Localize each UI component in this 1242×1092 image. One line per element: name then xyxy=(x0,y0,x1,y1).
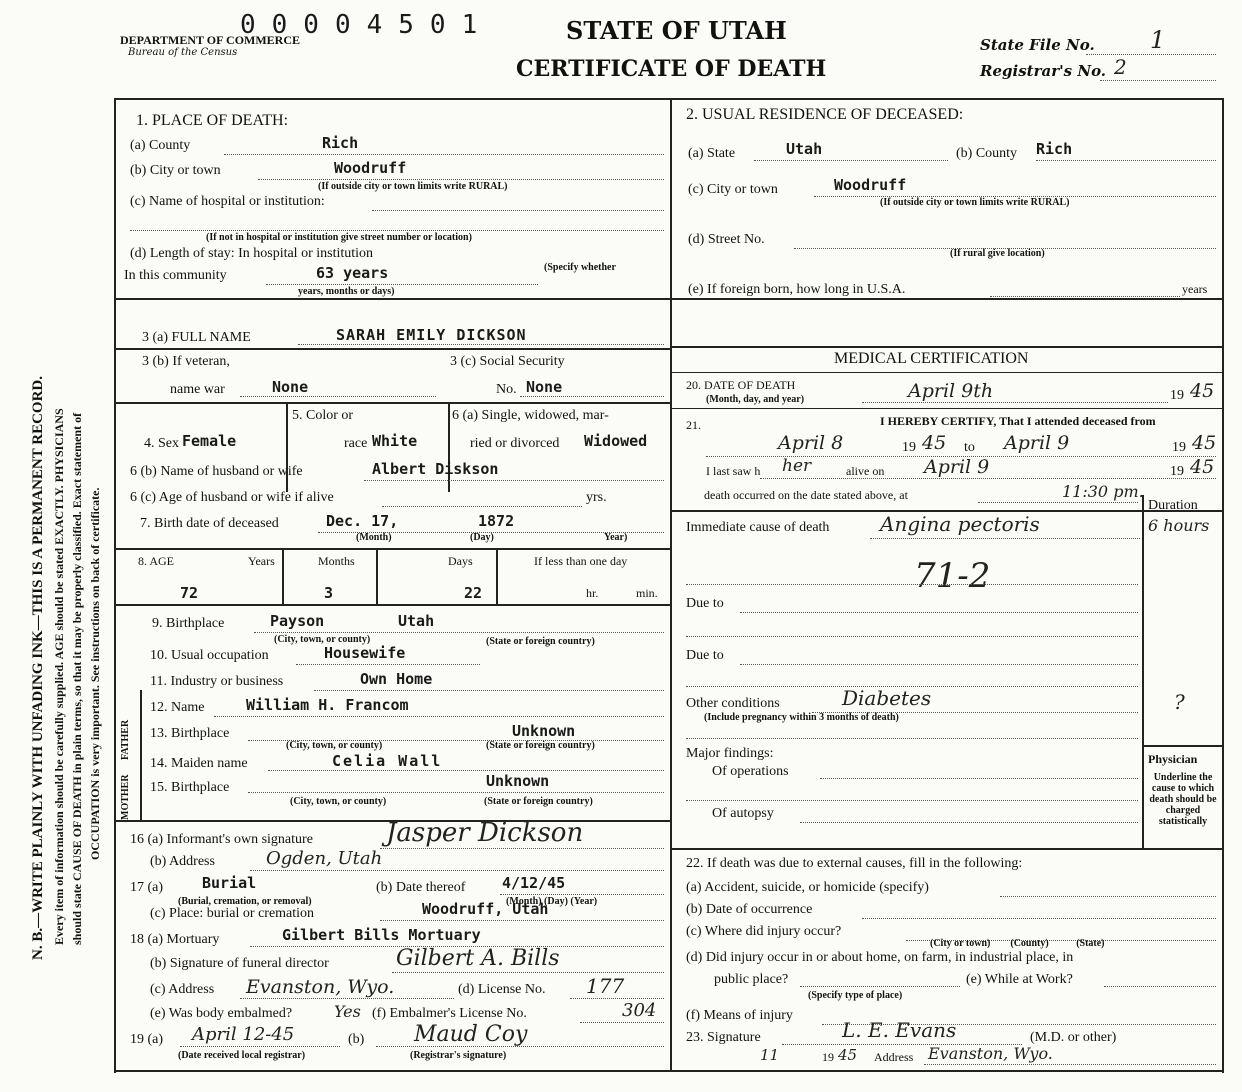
embalmed-label: (e) Was body embalmed? xyxy=(150,1006,293,1021)
informant-signature: Jasper Dickson xyxy=(386,818,584,848)
burial-place-value: Woodruff, Utah xyxy=(422,900,549,918)
dept-label: DEPARTMENT OF COMMERCE xyxy=(120,33,301,47)
center-rule xyxy=(670,98,672,1070)
certificate-title: CERTIFICATE OF DEATH xyxy=(516,56,827,82)
marital-label-2: ried or divorced xyxy=(470,436,560,451)
occurrence-label: (b) Date of occurrence xyxy=(686,902,813,917)
res-foreign-label: (e) If foreign born, how long in U.S.A. xyxy=(688,282,906,297)
age-col-1 xyxy=(282,548,284,604)
license-value: 177 xyxy=(586,974,625,998)
embalmed-value: Yes xyxy=(334,1002,361,1021)
burial-note: (Burial, cremation, or removal) xyxy=(178,896,312,907)
city-value: Woodruff xyxy=(334,159,407,177)
ss-label: 3 (c) Social Security xyxy=(450,354,565,369)
attended-to-label: to xyxy=(964,440,975,455)
county-label: (a) County xyxy=(130,138,191,153)
dod-label: 20. DATE OF DEATH xyxy=(686,378,796,392)
res-street-label: (d) Street No. xyxy=(688,232,765,247)
burial-value: Burial xyxy=(202,874,257,892)
name-rule xyxy=(114,348,670,350)
left-rule xyxy=(114,98,116,1073)
mother-bp-state-note: (State or foreign country) xyxy=(484,796,593,807)
parents-bracket xyxy=(140,690,142,820)
spouse-age-label: 6 (c) Age of husband or wife if alive xyxy=(130,490,334,505)
community-label: In this community xyxy=(124,268,227,283)
age-days-value: 22 xyxy=(464,584,483,602)
dod-value: April 9th xyxy=(908,380,994,402)
birth-year: 1872 xyxy=(478,512,515,530)
age-col-3 xyxy=(496,548,498,604)
res-city-label: (c) City or town xyxy=(688,182,778,197)
mother-birthplace-value: Unknown xyxy=(486,772,550,790)
signature-address-label: Address xyxy=(874,1050,914,1064)
other-conditions-note: (Include pregnancy within 3 months of death) xyxy=(704,712,899,723)
medical-heading-rule xyxy=(670,372,1224,373)
age-years-header: Years xyxy=(248,554,275,568)
embalmer-license-value: 304 xyxy=(622,1000,657,1021)
bottom-rule xyxy=(114,1070,1224,1072)
last-saw-nineteen: 19 xyxy=(1170,464,1184,479)
birth-label: 7. Birth date of deceased xyxy=(140,516,279,531)
external-top-rule xyxy=(670,848,1224,850)
accident-label: (a) Accident, suicide, or homicide (specify) xyxy=(686,880,929,895)
mortuary-address: Evanston, Wyo. xyxy=(246,976,395,998)
bureau-label: Bureau of the Census xyxy=(128,47,238,58)
res-rural-note: (If rural give location) xyxy=(950,248,1045,259)
last-saw-label: I last saw h xyxy=(706,464,761,478)
informant-address-label: (b) Address xyxy=(150,854,215,869)
immediate-cause-label: Immediate cause of death xyxy=(686,520,830,535)
md-label: (M.D. or other) xyxy=(1030,1030,1117,1045)
operations-label: Of operations xyxy=(712,764,789,779)
mother-birthplace-label: 15. Birthplace xyxy=(150,780,230,795)
last-saw-value: April 9 xyxy=(924,456,990,478)
attended-from-nineteen: 19 xyxy=(902,440,916,455)
autopsy-label: Of autopsy xyxy=(712,806,774,821)
res-county-label: (b) County xyxy=(956,146,1018,161)
physician-header: Physician xyxy=(1148,752,1198,766)
attended-to-nineteen: 19 xyxy=(1172,440,1186,455)
res-city-value: Woodruff xyxy=(834,176,907,194)
full-name-value: SARAH EMILY DICKSON xyxy=(336,326,527,344)
full-name-label: 3 (a) FULL NAME xyxy=(142,330,251,345)
birth-month-day: Dec. 17, xyxy=(326,512,399,530)
mother-bp-city-note: (City, town, or county) xyxy=(290,796,387,807)
mother-side-label: MOTHER xyxy=(120,774,131,820)
age-min-label: min. xyxy=(636,586,658,600)
while-at-work-label: (e) While at Work? xyxy=(966,972,1073,987)
mortuary-address-label: (c) Address xyxy=(150,982,215,997)
father-side-label: FATHER xyxy=(120,719,131,760)
age-years-value: 72 xyxy=(180,584,199,602)
last-saw-pronoun: her xyxy=(782,456,812,476)
father-name-label: 12. Name xyxy=(150,700,205,715)
other-conditions-value: Diabetes xyxy=(842,686,932,710)
last-saw-year: 45 xyxy=(1190,456,1215,478)
ymd-note: years, months or days) xyxy=(298,286,395,297)
registrar-sig-note: (Registrar's signature) xyxy=(410,1050,507,1061)
birthplace-state-note: (State or foreign country) xyxy=(486,636,595,647)
res-county-value: Rich xyxy=(1036,140,1073,158)
dod-note: (Month, day, and year) xyxy=(706,394,805,405)
due-to-2-label: Due to xyxy=(686,648,724,663)
father-birthplace-value: Unknown xyxy=(512,722,576,740)
mortuary-value: Gilbert Bills Mortuary xyxy=(282,926,481,944)
occupation-label: 10. Usual occupation xyxy=(150,648,269,663)
city-note: (If outside city or town limits write RURAL) xyxy=(318,181,508,192)
other-duration: ? xyxy=(1174,690,1185,714)
signature-address: Evanston, Wyo. xyxy=(928,1044,1053,1063)
duration-header: Duration xyxy=(1148,498,1198,513)
immediate-cause-value: Angina pectoris xyxy=(880,512,1040,536)
physician-signature-label: 23. Signature xyxy=(686,1030,761,1045)
age-less-header: If less than one day xyxy=(534,554,628,568)
burial-date-value: 4/12/45 xyxy=(502,874,566,892)
immediate-duration: 6 hours xyxy=(1148,516,1210,535)
attended-from-year: 45 xyxy=(922,432,947,454)
signature-date: 11 xyxy=(760,1046,780,1064)
residence-heading: 2. USUAL RESIDENCE OF DECEASED: xyxy=(686,106,964,123)
place-type-note: (Specify type of place) xyxy=(808,990,903,1001)
age-months-header: Months xyxy=(318,554,355,568)
state-title: STATE OF UTAH xyxy=(566,16,787,45)
director-signature: Gilbert A. Bills xyxy=(396,946,560,971)
state-file-label: State File No. xyxy=(980,36,1095,54)
physician-note: Underline the cause to which death should be charged statistically xyxy=(1149,772,1217,827)
certify-text: I HEREBY CERTIFY, That I attended deceased from xyxy=(880,414,1156,428)
color-label: 5. Color or xyxy=(292,408,354,423)
embalmer-license-label: (f) Embalmer's License No. xyxy=(372,1006,527,1021)
certificate-number: 00004501 xyxy=(240,10,494,40)
death-time-value: 11:30 pm. xyxy=(1062,482,1144,501)
birthplace-city-note: (City, town, or county) xyxy=(274,634,371,645)
res-city-note: (If outside city or town limits write RURAL) xyxy=(880,197,1070,208)
side-note-1: N. B.—WRITE PLAINLY WITH UNFADING INK—THIS IS A PERMANENT RECORD. xyxy=(30,376,46,960)
public-place-label: public place? xyxy=(714,972,789,987)
signature-year: 45 xyxy=(838,1046,858,1064)
where-injury-label: (c) Where did injury occur? xyxy=(686,924,842,939)
right-rule xyxy=(1222,98,1224,1073)
war-value: None xyxy=(272,378,309,396)
received-note: (Date received local registrar) xyxy=(178,1050,306,1061)
age-bottom-rule xyxy=(114,604,670,606)
registrar-no-value: 2 xyxy=(1114,55,1127,79)
birthplace-city: Payson xyxy=(270,612,325,630)
birthplace-label: 9. Birthplace xyxy=(152,616,225,631)
means-label: (f) Means of injury xyxy=(686,1008,793,1023)
specify-note: (Specify whether xyxy=(544,262,616,273)
hospital-label: (c) Name of hospital or institution: xyxy=(130,194,325,209)
year-note: Year) xyxy=(604,532,628,543)
race-rule xyxy=(448,402,450,492)
informant-sig-label: 16 (a) Informant's own signature xyxy=(130,832,313,847)
mortuary-label: 18 (a) Mortuary xyxy=(130,932,220,947)
race-value: White xyxy=(372,432,418,450)
burial-date-label: (b) Date thereof xyxy=(376,880,466,895)
marital-label: 6 (a) Single, widowed, mar- xyxy=(452,408,609,423)
burial-date-note: (Month) (Day) (Year) xyxy=(506,896,598,907)
stay-label: (d) Length of stay: In hospital or institution xyxy=(130,246,374,261)
father-birthplace-label: 13. Birthplace xyxy=(150,726,230,741)
dod-year: 45 xyxy=(1190,380,1215,402)
occupation-value: Housewife xyxy=(324,644,406,662)
sex-value: Female xyxy=(182,432,237,450)
ss-no-label: No. xyxy=(496,382,517,397)
age-hr-label: hr. xyxy=(586,586,599,600)
major-findings-label: Major findings: xyxy=(686,746,774,761)
father-bp-state-note: (State or foreign country) xyxy=(486,740,595,751)
home-injury-label: (d) Did injury occur in or about home, on farm, in industrial place, in xyxy=(686,950,1074,965)
top-rule xyxy=(114,98,1224,100)
spouse-value: Albert Diskson xyxy=(372,460,499,478)
burial-place-label: (c) Place: burial or cremation xyxy=(150,906,315,921)
age-months-value: 3 xyxy=(324,584,334,602)
age-col-2 xyxy=(376,548,378,604)
race-label: race xyxy=(344,436,368,451)
mother-maiden-value: Celia Wall xyxy=(332,752,443,770)
industry-label: 11. Industry or business xyxy=(150,674,284,689)
physician-rule xyxy=(1142,745,1222,747)
received-label: 19 (a) xyxy=(130,1032,164,1047)
mother-maiden-label: 14. Maiden name xyxy=(150,756,248,771)
city-label: (b) City or town xyxy=(130,163,221,178)
age-label: 8. AGE xyxy=(138,554,174,568)
burial-label: 17 (a) xyxy=(130,880,164,895)
yrs-label: yrs. xyxy=(586,490,607,505)
duration-rule xyxy=(1142,495,1144,848)
last-saw-mid: alive on xyxy=(846,464,885,478)
ss-value: None xyxy=(526,378,563,396)
res-state-value: Utah xyxy=(786,140,823,158)
war-label: name war xyxy=(170,382,225,397)
dod-rule xyxy=(670,408,1224,409)
registrar-signature: Maud Coy xyxy=(414,1022,528,1047)
cause-mark: 71-2 xyxy=(914,556,991,596)
registrar-no-label: Registrar's No. xyxy=(980,62,1107,80)
side-note-2: Every item of information should be carefully supplied. AGE should be stated EXACTLY. PHYSICIANS xyxy=(52,408,66,945)
due-to-1-label: Due to xyxy=(686,596,724,611)
month-note: (Month) xyxy=(356,532,392,543)
father-bp-city-note: (City, town, or county) xyxy=(286,740,383,751)
state-file-value: 1 xyxy=(1150,26,1166,54)
spouse-label: 6 (b) Name of husband or wife xyxy=(130,464,303,479)
attended-from: April 8 xyxy=(778,432,844,454)
medical-top-rule xyxy=(670,346,1224,348)
medical-heading: MEDICAL CERTIFICATION xyxy=(834,350,1029,367)
where-injury-note: (City or town) (County) (State) xyxy=(930,938,1105,949)
birthplace-state: Utah xyxy=(398,612,435,630)
director-label: (b) Signature of funeral director xyxy=(150,956,329,971)
industry-value: Own Home xyxy=(360,670,433,688)
veteran-label: 3 (b) If veteran, xyxy=(142,354,230,369)
received-value: April 12-45 xyxy=(192,1024,295,1045)
father-name-value: William H. Francom xyxy=(246,696,409,714)
other-conditions-label: Other conditions xyxy=(686,696,780,711)
attended-to: April 9 xyxy=(1004,432,1070,454)
place-of-death-heading: 1. PLACE OF DEATH: xyxy=(136,112,289,129)
hospital-note: (If not in hospital or institution give street number or location) xyxy=(206,232,472,243)
marital-value: Widowed xyxy=(584,432,648,450)
county-value: Rich xyxy=(322,134,359,152)
license-label: (d) License No. xyxy=(458,982,546,997)
certify-num: 21. xyxy=(686,418,701,432)
side-note-3: should state CAUSE OF DEATH in plain terms, so that it may be properly classified. Exact statement of xyxy=(70,412,84,945)
external-causes-label: 22. If death was due to external causes, fill in the following: xyxy=(686,856,1023,871)
section-rule-1 xyxy=(114,298,1224,300)
side-note-4: OCCUPATION is very important. See instructions on back of certificate. xyxy=(88,487,102,860)
physician-signature: L. E. Evans xyxy=(842,1018,957,1042)
attended-to-year: 45 xyxy=(1192,432,1217,454)
day-note: (Day) xyxy=(470,532,494,543)
age-top-rule xyxy=(114,548,670,550)
sex-label: 4. Sex xyxy=(144,436,179,451)
death-time-label: death occurred on the date stated above, at xyxy=(704,488,908,502)
res-years-label: years xyxy=(1182,282,1208,296)
registrar-sig-label: (b) xyxy=(348,1032,365,1047)
dod-nineteen: 19 xyxy=(1170,388,1184,403)
veteran-rule xyxy=(114,402,670,404)
age-days-header: Days xyxy=(448,554,473,568)
community-value: 63 years xyxy=(316,264,389,282)
res-state-label: (a) State xyxy=(688,146,736,161)
informant-address: Ogden, Utah xyxy=(266,848,383,869)
signature-nineteen: 19 xyxy=(822,1050,834,1064)
